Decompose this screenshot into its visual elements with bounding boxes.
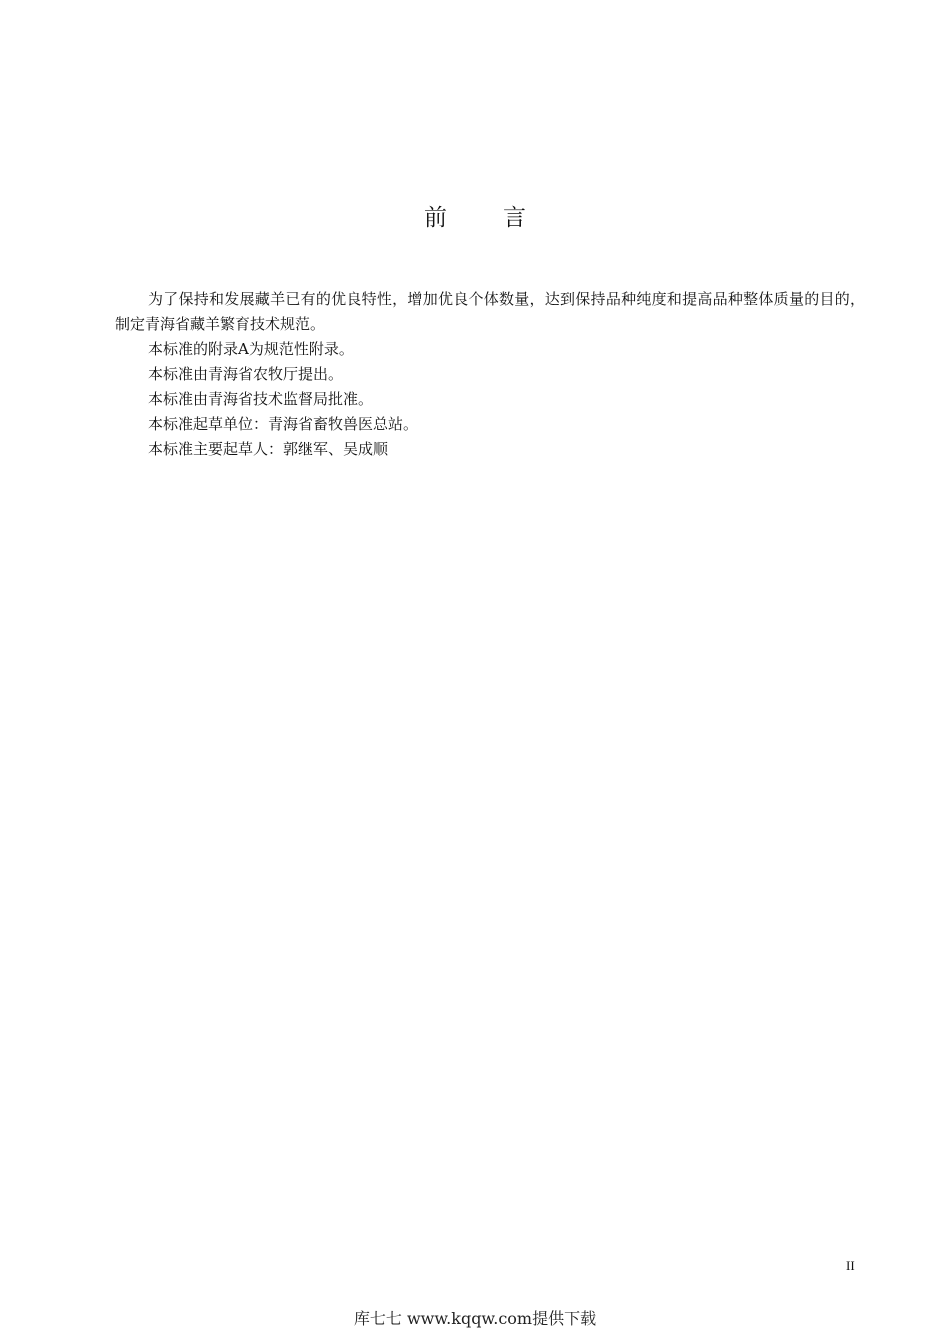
title-char-2: 言 xyxy=(503,205,526,231)
download-footer: 库七七 www.kqqw.com提供下载 xyxy=(353,1309,597,1328)
paragraph-approver: 本标准由青海省技术监督局批准。 xyxy=(148,390,374,408)
paragraph-proposer: 本标准由青海省农牧厅提出。 xyxy=(148,365,344,383)
title-char-1: 前 xyxy=(424,205,447,231)
page-title xyxy=(0,202,950,234)
paragraph-purpose: 为了保持和发展藏羊已有的优良特性，增加优良个体数量，达到保持品种纯度和提高品种整体质量的目的，制定青海省藏羊繁育技术规范。 xyxy=(115,290,865,333)
page-number: II xyxy=(846,1258,855,1273)
paragraph-drafters: 本标准主要起草人：郭继军、吴成顺 xyxy=(148,440,389,458)
paragraph-appendix: 本标准的附录A为规范性附录。 xyxy=(148,340,354,358)
foreword-body xyxy=(115,287,865,462)
paragraph-drafting-unit: 本标准起草单位：青海省畜牧兽医总站。 xyxy=(148,415,419,433)
